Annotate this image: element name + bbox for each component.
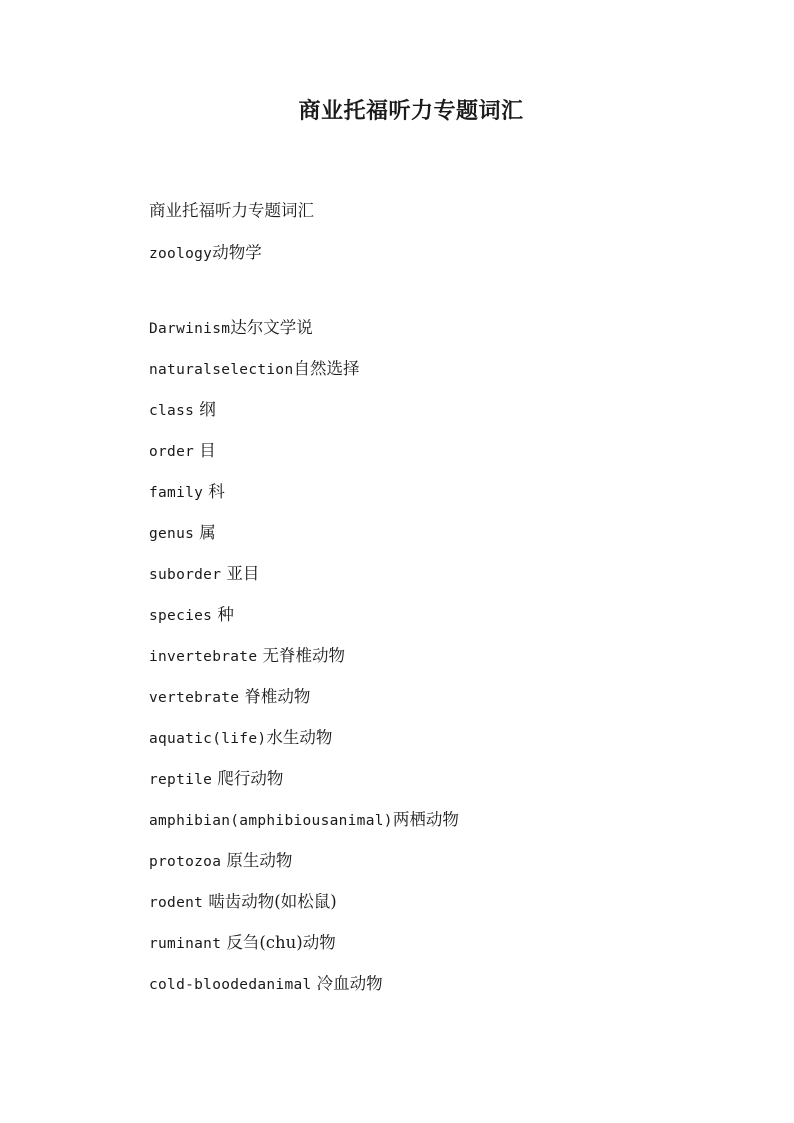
term-zh: 亚目 [226,564,260,583]
term-en: order [149,444,195,460]
term-en: naturalselection [149,362,294,378]
vocab-entry [149,522,216,545]
vocab-entry [149,686,310,709]
vocab-entry [149,481,225,504]
term-zh: 反刍(chu)动物 [226,933,336,952]
vocab-entry [149,440,216,463]
term-en: vertebrate [149,690,240,706]
term-en: species [149,608,213,624]
term-en: ruminant [149,936,222,952]
term-zh: 两栖动物 [392,810,459,829]
term-en: amphibian(amphibiousanimal) [149,813,393,829]
vocab-entry [149,604,234,627]
term-zh: 冷血动物 [316,974,383,993]
term-en: genus [149,526,195,542]
term-en: rodent [149,895,204,911]
term-en: aquatic(life) [149,731,267,747]
term-en: reptile [149,772,213,788]
term-en: Darwinism [149,321,231,337]
vocab-entry [149,645,345,668]
term-en: family [149,485,204,501]
term-zh: 脊椎动物 [244,687,311,706]
term-zh: 纲 [199,400,216,419]
term-zh: 原生动物 [226,851,293,870]
term-zh: 种 [217,605,234,624]
section-term-zh: 动物学 [212,243,262,262]
section-heading [149,242,262,265]
vocab-entry [149,891,337,914]
term-en: class [149,403,195,419]
document-subtitle [149,200,314,222]
term-zh: 科 [208,482,225,501]
vocab-entry [149,932,336,955]
term-en: protozoa [149,854,222,870]
term-zh: 自然选择 [293,359,360,378]
vocab-entry [149,563,259,586]
vocab-entry [149,358,359,381]
vocab-entry [149,399,216,422]
term-zh: 无脊椎动物 [262,646,345,665]
term-en: suborder [149,567,222,583]
term-en: invertebrate [149,649,258,665]
vocab-entry [149,317,313,340]
subtitle-text: 商业托福听力专题词汇 [149,201,314,220]
term-en: cold-bloodedanimal [149,977,312,993]
vocab-entry [149,809,459,832]
vocab-entry [149,727,332,750]
term-zh: 达尔文学说 [230,318,313,337]
term-zh: 水生动物 [266,728,333,747]
vocab-entry [149,973,383,996]
term-zh: 爬行动物 [217,769,284,788]
vocab-entry [149,768,283,791]
term-zh: 属 [199,523,216,542]
document-title: 商业托福听力专题词汇 [298,98,524,124]
section-term-en: zoology [149,246,213,262]
term-zh: 目 [199,441,216,460]
vocab-entry [149,850,292,873]
term-zh: 啮齿动物(如松鼠) [208,892,337,911]
